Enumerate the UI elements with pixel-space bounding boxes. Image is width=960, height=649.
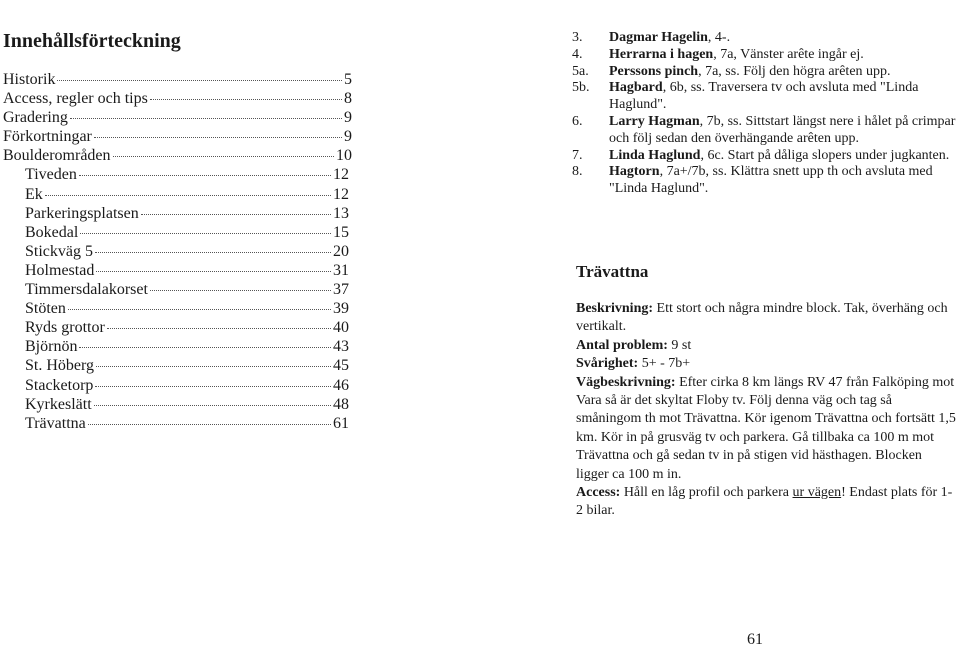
toc-entry-holmestad[interactable] (0, 262, 349, 281)
problem-text: , 7b, ss. Sittstart längst nere i hålet på crimpar och följ sedan den överhängande arêten upp. (609, 113, 956, 146)
toc-leader (70, 118, 342, 119)
toc-entry-gradering[interactable] (0, 109, 352, 128)
toc-label: St. Höberg (25, 357, 95, 375)
toc-entry-kyrkeslatt[interactable] (0, 396, 349, 415)
access-label: Access: (576, 485, 621, 501)
problem-number: 6. (572, 113, 583, 129)
toc-label: Förkortningar (3, 128, 92, 146)
toc-page: 8 (344, 90, 352, 108)
toc-page: 15 (333, 223, 349, 241)
toc-page: 13 (333, 204, 349, 222)
toc-entry-stacketorp[interactable] (0, 377, 349, 396)
toc-entry-bokedal[interactable] (0, 224, 349, 243)
toc-entry-ek[interactable] (0, 186, 349, 205)
toc-label: Ryds grottor (25, 319, 105, 337)
toc-page: 40 (333, 319, 349, 337)
toc-leader (79, 175, 331, 176)
toc-label: Björnön (25, 338, 78, 356)
toc-leader (150, 99, 342, 100)
toc-label: Gradering (3, 109, 68, 127)
toc-page: 46 (333, 376, 349, 394)
toc-label: Timmersdalakorset (25, 281, 148, 299)
grade-label: Svårighet: (576, 356, 639, 372)
problem-name: Herrarna i hagen (609, 46, 714, 62)
toc-entry-stickvag[interactable] (0, 243, 349, 262)
toc-label: Historik (3, 71, 56, 88)
problem-number: 4. (572, 46, 583, 62)
toc-page: 45 (333, 357, 349, 375)
toc-page: 20 (333, 242, 349, 260)
access-paragraph (576, 484, 958, 521)
toc-leader (95, 386, 331, 387)
toc-label: Boulderområden (3, 147, 111, 165)
toc-label: Bokedal (25, 223, 79, 241)
access-text-after: ! Endast plats för 1-2 bilar. (576, 485, 953, 519)
problem-item (572, 47, 957, 64)
directions-label: Vägbeskrivning: (576, 374, 676, 390)
area-description (576, 300, 958, 521)
toc-page: 39 (333, 300, 349, 318)
toc-page: 43 (333, 338, 349, 356)
toc-page: 48 (333, 395, 349, 413)
problem-number: 7. (572, 147, 583, 163)
toc-entry-boulderomraden[interactable] (0, 147, 352, 166)
problem-item (572, 114, 957, 148)
toc-page: 12 (333, 166, 349, 184)
grade-paragraph (576, 355, 958, 373)
toc-leader (150, 290, 331, 291)
toc-leader (113, 156, 334, 157)
problem-item (572, 164, 957, 198)
directions-text: Efter cirka 8 km längs RV 47 från Falköping mot Vara så är det skyltat Floby tv. Följ denna väg och tag så småningom th mot Trävattna. Kör igenom Trävattna och fortsätt 1,5 km. Kör in på grusväg tv och parkera. Gå tillbaka ca 100 m mot Trävattna och gå sedan tv in på stigen vid hästhagen. Blocken ligger ca 100 m in. (576, 374, 956, 482)
toc-leader (88, 424, 331, 425)
problem-name: Dagmar Hagelin (609, 30, 708, 45)
toc-leader (94, 405, 331, 406)
toc-page: 10 (336, 147, 352, 165)
toc-entry-st-hoberg[interactable] (0, 357, 349, 376)
toc-leader (68, 309, 331, 310)
problem-list (572, 30, 957, 198)
toc-label: Stöten (25, 300, 66, 318)
count-label: Antal problem: (576, 337, 668, 353)
problem-number: 5b. (572, 80, 590, 96)
toc-page: 12 (333, 185, 349, 203)
problem-number: 3. (572, 30, 583, 45)
problem-name: Larry Hagman (609, 113, 700, 129)
problem-text: , 7a, ss. Följ den högra arêten upp. (698, 63, 891, 79)
problem-item (572, 148, 957, 165)
problem-name: Linda Haglund (609, 147, 701, 163)
description-label: Beskrivning: (576, 301, 654, 316)
toc-page: 61 (333, 414, 349, 432)
toc-title: Innehållsförteckning (3, 30, 181, 52)
toc-label: Kyrkeslätt (25, 395, 92, 413)
toc-label: Stickväg 5 (25, 242, 93, 260)
problem-item (572, 30, 957, 47)
toc-page: 5 (344, 71, 352, 88)
toc-entry-timmersdalakorset[interactable] (0, 281, 349, 300)
toc-entry-tiveden[interactable] (0, 166, 349, 185)
problem-name: Perssons pinch (609, 63, 699, 79)
problem-text: , 7a, Vänster arête ingår ej. (713, 46, 864, 62)
toc-page: 37 (333, 281, 349, 299)
toc-entry-stoten[interactable] (0, 300, 349, 319)
toc-entry-travattna[interactable] (0, 415, 349, 434)
toc-label: Holmestad (25, 261, 95, 279)
toc-entry-ryds-grottor[interactable] (0, 319, 349, 338)
toc-leader (95, 252, 331, 253)
toc-label: Ek (25, 185, 43, 203)
table-of-contents (0, 71, 355, 434)
toc-entry-parkeringsplatsen[interactable] (0, 205, 349, 224)
problem-name: Hagbard (609, 80, 663, 96)
access-text-before: Håll en låg profil och parkera (623, 485, 790, 501)
toc-entry-access[interactable] (0, 90, 352, 109)
toc-page: 9 (344, 109, 352, 127)
toc-leader (80, 233, 331, 234)
toc-label: Tiveden (25, 166, 77, 184)
grade-value: 5+ - 7b+ (641, 356, 691, 372)
toc-leader (141, 214, 331, 215)
description-text: Ett stort och några mindre block. Tak, överhäng och vertikalt. (576, 301, 948, 335)
problem-item (572, 80, 957, 114)
toc-leader (96, 366, 331, 367)
directions-paragraph (576, 374, 958, 484)
section-heading: Trävattna (576, 262, 649, 281)
toc-entry-historik[interactable] (0, 71, 352, 90)
problem-text: , 7a+/7b, ss. Klättra snett upp th och avsluta med "Linda Haglund". (609, 164, 933, 197)
toc-leader (96, 271, 331, 272)
problem-list-column (572, 30, 957, 198)
toc-leader (107, 328, 331, 329)
toc-entry-bjornon[interactable] (0, 338, 349, 357)
access-underlined-text: ur vägen (792, 485, 842, 501)
toc-leader (57, 80, 342, 81)
toc-leader (45, 195, 331, 196)
description-paragraph (576, 300, 958, 337)
toc-leader (79, 347, 331, 348)
toc-label: Access, regler och tips (3, 90, 148, 108)
problem-item (572, 64, 957, 81)
problem-number: 5a. (572, 63, 589, 79)
problem-text: , 4-. (707, 30, 731, 45)
problem-name: Hagtorn (609, 164, 660, 180)
toc-page: 31 (333, 261, 349, 279)
count-value: 9 st (671, 337, 692, 353)
toc-label: Trävattna (25, 414, 86, 432)
toc-entry-forkortningar[interactable] (0, 128, 352, 147)
page-number: 61 (747, 631, 763, 648)
problem-text: , 6c. Start på dåliga slopers under jugkanten. (700, 147, 950, 163)
problem-number: 8. (572, 164, 583, 180)
count-paragraph (576, 337, 958, 355)
problem-text: , 6b, ss. Traversera tv och avsluta med "Linda Haglund". (609, 80, 919, 113)
toc-label: Stacketorp (25, 376, 94, 394)
toc-leader (94, 137, 342, 138)
toc-page: 9 (344, 128, 352, 146)
toc-label: Parkeringsplatsen (25, 204, 139, 222)
